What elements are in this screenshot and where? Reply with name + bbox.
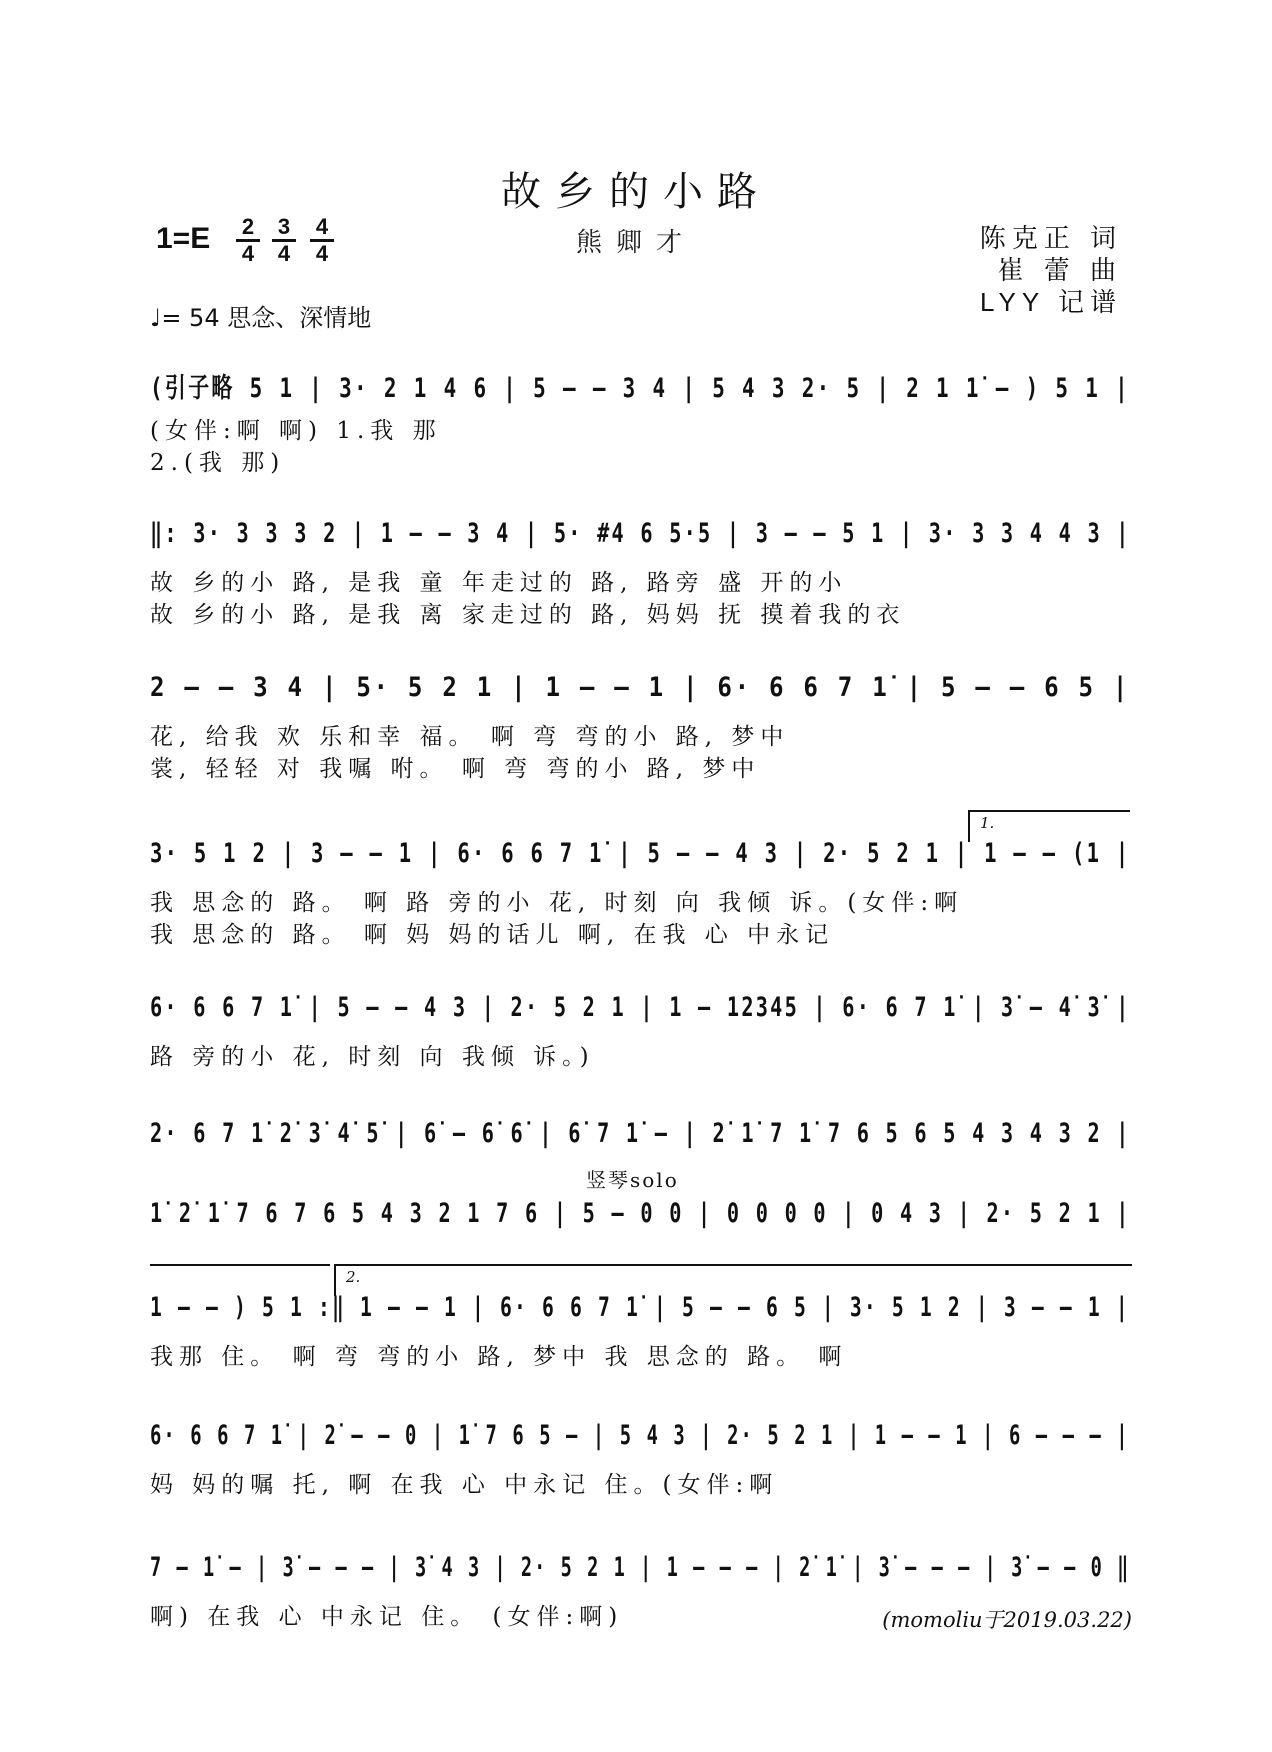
score-line-9-notes: 6· 6 6 7 1̇ | 2̇ – – 0 | 1̇ 7 6 5 – | 5 4 3 | 2· 5 2 1 | 1 – – 1 | 6 – – – | (150, 1420, 1130, 1451)
score-line-1-lyrics-1: (女伴:啊 啊) 1.我 那 (150, 418, 442, 444)
key-signature: 1=E (156, 222, 211, 255)
score-line-8-lyrics-1: 我那 住。 啊 弯 弯的小 路, 梦中 我 思念的 路。 啊 (150, 1344, 848, 1370)
score-line-6-notes: 2· 6 7 1̇ 2̇ 3̇ 4̇ 5̇ | 6̇ – 6̇ 6̇ | 6̇ 7 1̇ – | 2̇ 1̇ 7 1̇ 7 6 5 6 5 4 3 4 3 2 | (150, 1118, 1131, 1149)
score-line-9-lyrics-1: 妈 妈的嘱 托, 啊 在我 心 中永记 住。(女伴:啊 (150, 1472, 779, 1498)
transcriber-credit: LYY 记谱 (980, 287, 1122, 317)
score-line-5-lyrics-1: 路 旁的小 花, 时刻 向 我倾 诉。) (150, 1044, 595, 1070)
lyricist-credit: 陈克正 词 (979, 224, 1122, 254)
time-signature-4-4: 4 4 (310, 216, 334, 265)
song-title: 故乡的小路 (501, 169, 771, 215)
score-line-10-lyrics-1: 啊) 在我 心 中永记 住。 (女伴:啊) (150, 1604, 624, 1630)
score-line-4-lyrics-2: 我 思念的 路。 啊 妈 妈的话儿 啊, 在我 心 中永记 (150, 922, 835, 948)
score-line-1-notes: (引子略 5 1 | 3· 2 1 4 6 | 5 – – 3 4 | 5 4 3 2· 5 | 2 1 1̇ – ) 5 1 | (150, 373, 1131, 404)
score-line-5-notes: 6· 6 6 7 1̇ | 5 – – 4 3 | 2· 5 2 1 | 1 – 12345 | 6· 6 7 1̇ | 3̇ – 4̇ 3̇ | (150, 992, 1131, 1023)
score-line-4-notes: 3· 5 1 2 | 3 – – 1 | 6· 6 6 7 1̇ | 5 – – 4 3 | 2· 5 2 1 | 1 – – (1 | (150, 838, 1131, 869)
score-line-3-lyrics-1: 花, 给我 欢 乐和幸 福。 啊 弯 弯的小 路, 梦中 (150, 724, 790, 750)
singer-name: 熊卿才 (575, 228, 696, 258)
tempo-marking: ♩= 54 思念、深情地 (150, 304, 372, 332)
score-line-7-notes: 1̇ 2̇ 1̇ 7 6 7 6 5 4 3 2 1 7 6 | 5 – 0 0 | 0 0 0 0 | 0 4 3 | 2· 5 2 1 | (150, 1198, 1131, 1229)
score-line-8-notes: 1 – – ) 5 1 :‖ 1 – – 1 | 6· 6 6 7 1̇ | 5 – – 6 5 | 3· 5 1 2 | 3 – – 1 | (150, 1292, 1130, 1323)
harp-solo-label: 竖琴solo (586, 1168, 679, 1192)
score-line-2-lyrics-2: 故 乡的小 路, 是我 离 家走过的 路, 妈妈 抚 摸着我的衣 (150, 602, 906, 628)
score-line-10-notes: 7 – 1̇ – | 3̇ – – – | 3̇ 4 3 | 2· 5 2 1 | 1 – – – | 2̇ 1̇ | 3̇ – – – | 3̇ – – 0 ‖ (150, 1552, 1131, 1583)
score-line-2-lyrics-1: 故 乡的小 路, 是我 童 年走过的 路, 路旁 盛 开的小 (150, 570, 848, 596)
time-signature-2-4: 2 4 (236, 216, 260, 265)
first-ending-label: 1. (980, 814, 995, 832)
composer-credit: 崔 蕾 曲 (997, 256, 1122, 286)
score-line-2-notes: ‖: 3· 3 3 3 2 | 1 – – 3 4 | 5· #4 6 5·5 | 3 – – 5 1 | 3· 3 3 4 4 3 | (150, 518, 1131, 549)
score-line-4-lyrics-1: 我 思念的 路。 啊 路 旁的小 花, 时刻 向 我倾 诉。(女伴:啊 (150, 890, 964, 916)
score-line-3-lyrics-2: 裳, 轻轻 对 我嘱 咐。 啊 弯 弯的小 路, 梦中 (150, 756, 761, 782)
time-signature-3-4: 3 4 (272, 216, 296, 265)
score-line-1-lyrics-2: 2.(我 那) (150, 450, 286, 476)
score-line-3-notes: 2 – – 3 4 | 5· 5 2 1 | 1 – – 1 | 6· 6 6 7 1̇ | 5 – – 6 5 | (150, 672, 1131, 703)
second-ending-label: 2. (346, 1268, 361, 1286)
transcription-signature: (momoliu于2019.03.22) (882, 1608, 1132, 1632)
